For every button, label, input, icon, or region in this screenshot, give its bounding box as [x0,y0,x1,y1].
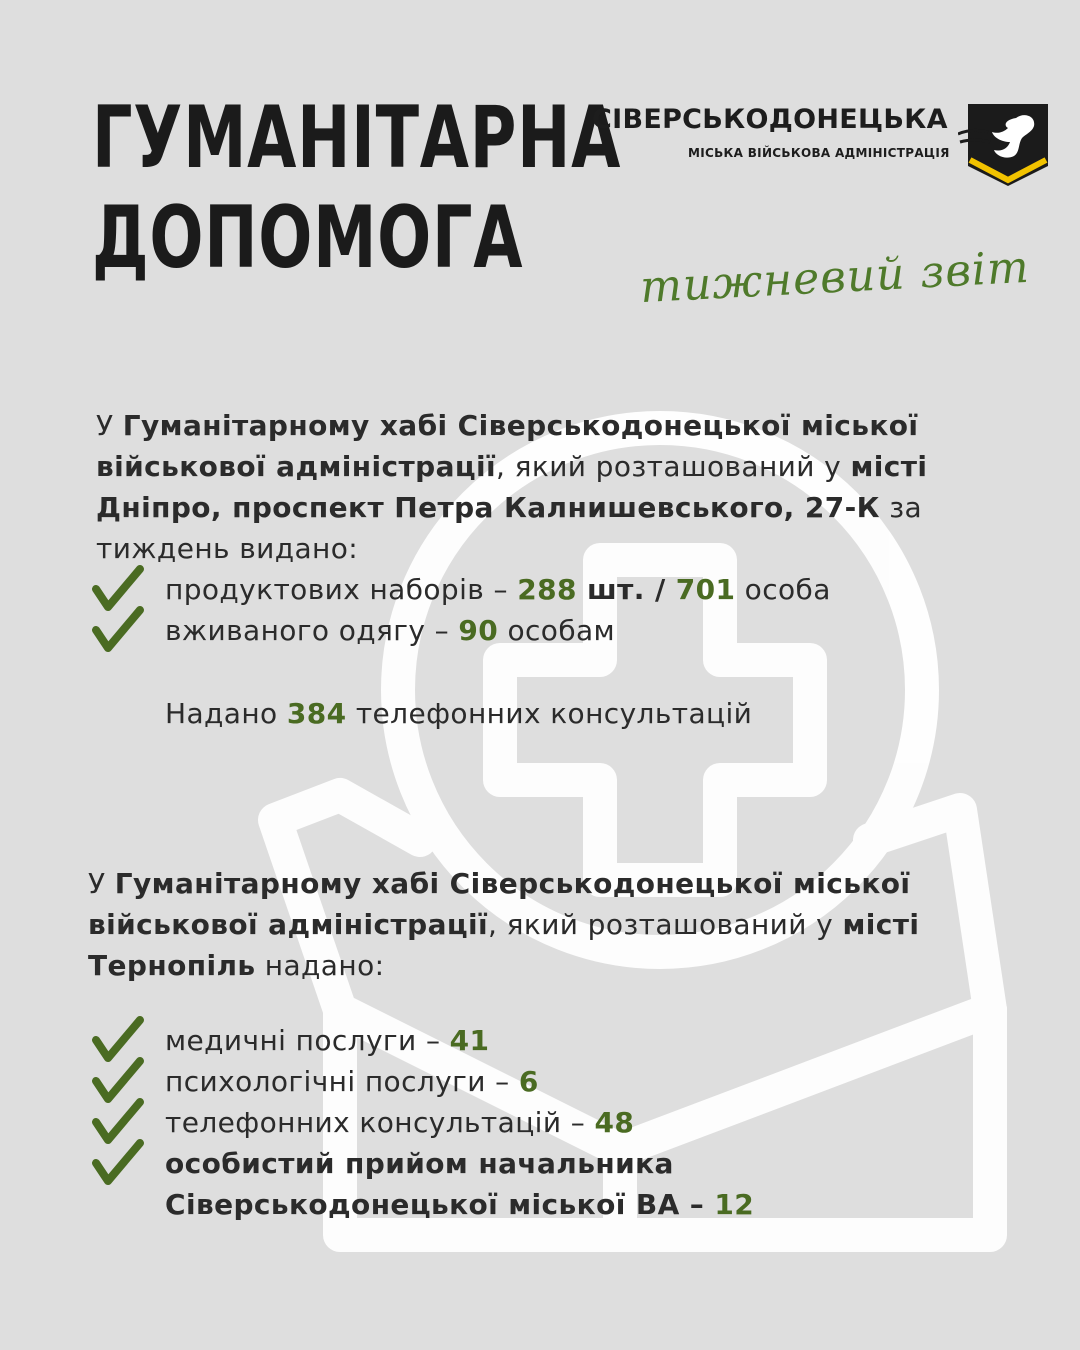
item-number: 288 [517,573,577,606]
item-text: вживаного одягу – [165,614,459,647]
brand-name: СІВЕРСЬКОДОНЕЦЬКА [592,104,948,135]
item-text: особистий прийом начальника Сіверськодонецької міської ВА – [165,1147,715,1221]
item-number: 41 [449,1024,490,1057]
item-tail: особам [498,614,616,647]
check-icon [92,1057,144,1103]
item-number: 6 [518,1065,539,1098]
ternopil-text-2: , який розташований у [488,908,843,941]
dnipro-address: місті Дніпро, проспект Петра Калнишевського, 27-К [96,450,928,524]
dnipro-text-1: У [96,409,123,442]
dnipro-hub-name: Гуманітарному хабі Сіверськодонецької міської військової адміністрації [96,409,919,483]
item-number: 12 [714,1188,755,1221]
dnipro-text-2: , який розташований у [496,450,851,483]
list-item [92,610,831,651]
item-text: телефонних консультацій – [165,1106,595,1139]
item-text: психологічні послуги – [165,1065,519,1098]
item-text: продуктових наборів – [165,573,518,606]
ternopil-city: місті Тернопіль [88,908,920,982]
list-item [92,1020,805,1061]
title-line-1: ГУМАНІТАРНА [92,88,622,188]
item-number-2: 701 [675,573,736,606]
check-icon [92,1016,144,1062]
list-item [92,1102,805,1143]
check-icon [92,606,144,652]
ternopil-text-3: надано: [255,949,385,982]
dnipro-consultations [165,693,752,734]
dnipro-text-3: за тиждень видано: [96,491,923,565]
dnipro-list [92,569,831,651]
ternopil-text-1: У [88,867,115,900]
title-line-2: ДОПОМОГА [92,188,524,288]
brand-block [592,104,950,160]
consult-post: телефонних консультацій [346,697,753,730]
weekly-report-label: тижневий звіт [638,241,1031,314]
item-number: 90 [458,614,499,647]
ternopil-list [92,1020,805,1225]
item-text: медичні послуги – [165,1024,450,1057]
item-tail: особа [735,573,831,606]
consult-number: 384 [286,697,347,730]
ternopil-hub-name: Гуманітарному хабі Сіверськодонецької міської військової адміністрації [88,867,911,941]
check-icon [92,1139,144,1185]
list-item [92,1061,805,1102]
list-item [92,1143,805,1225]
list-item [92,569,831,610]
check-icon [92,1098,144,1144]
page-title [92,88,621,288]
item-unit: шт. / [576,573,676,606]
item-number: 48 [594,1106,635,1139]
brand-subtitle: МІСЬКА ВІЙСЬКОВА АДМІНІСТРАЦІЯ [688,146,950,160]
check-icon [92,565,144,611]
ternopil-paragraph [88,863,1008,986]
consult-pre: Надано [165,697,287,730]
city-emblem-icon [958,104,1048,186]
dnipro-paragraph [96,405,1016,569]
